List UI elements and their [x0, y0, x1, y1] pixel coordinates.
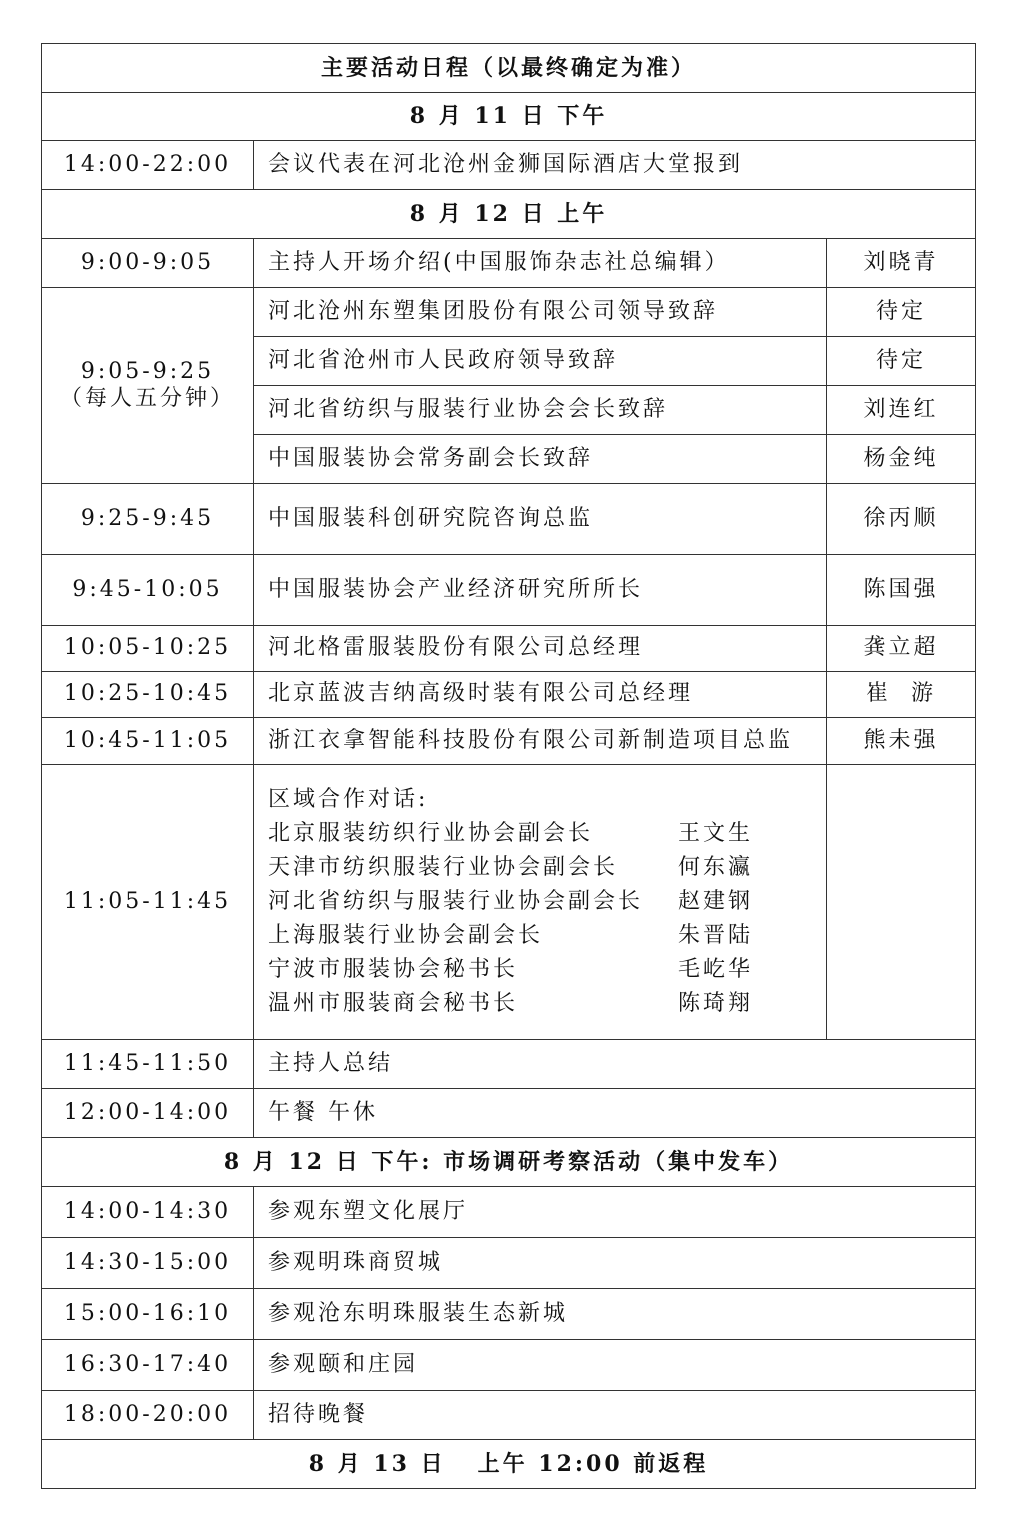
- participant-org: 河北省纺织与服装行业协会副会长: [268, 889, 644, 914]
- speaker-cell: [827, 765, 976, 1040]
- activity-cell: 主持人总结: [254, 1040, 976, 1089]
- participant-name: 陈琦翔: [678, 991, 754, 1016]
- activity-cell: 河北格雷服装股份有限公司总经理: [254, 626, 827, 672]
- speeches-time: 9:05-9:25: [80, 359, 215, 385]
- activity-cell: 中国服装协会产业经济研究所所长: [254, 555, 827, 626]
- activity-cell: 参观明珠商贸城: [254, 1238, 976, 1289]
- time-cell: 14:00-22:00: [42, 141, 254, 190]
- speaker-cell: 崔 游: [827, 672, 976, 718]
- day-header-aug12-am: 8 月 12 日 上午: [42, 190, 976, 239]
- dialogue-participant: [268, 817, 826, 851]
- speaker-cell: 待定: [827, 337, 976, 386]
- participant-org: 天津市纺织服装行业协会副会长: [268, 855, 619, 880]
- dialogue-participant: [268, 953, 826, 987]
- time-cell: 10:45-11:05: [42, 718, 254, 765]
- activity-cell: 中国服装协会常务副会长致辞: [254, 435, 827, 484]
- participant-org: 温州市服装商会秘书长: [268, 991, 519, 1016]
- activity-cell: 河北省纺织与服装行业协会会长致辞: [254, 386, 827, 435]
- time-cell: 9:00-9:05: [42, 239, 254, 288]
- activity-cell: 北京蓝波吉纳高级时装有限公司总经理: [254, 672, 827, 718]
- day-header-aug13: 8 月 13 日 上午 12:00 前返程: [42, 1440, 976, 1489]
- activity-cell: 招待晚餐: [254, 1391, 976, 1440]
- speaker-cell: 刘晓青: [827, 239, 976, 288]
- time-cell: 16:30-17:40: [42, 1340, 254, 1391]
- schedule-title: 主要活动日程（以最终确定为准）: [42, 44, 976, 93]
- activity-cell: 会议代表在河北沧州金狮国际酒店大堂报到: [254, 141, 976, 190]
- activity-cell: 参观颐和庄园: [254, 1340, 976, 1391]
- time-cell: 12:00-14:00: [42, 1089, 254, 1138]
- dialogue-cell: [254, 765, 827, 1040]
- participant-name: 王文生: [678, 821, 754, 846]
- speeches-note: （每人五分钟）: [59, 385, 235, 411]
- participant-name: 朱晋陆: [678, 923, 754, 948]
- day-header-aug11: 8 月 11 日 下午: [42, 93, 976, 141]
- time-cell: 15:00-16:10: [42, 1289, 254, 1340]
- day-header-aug12-pm: 8 月 12 日 下午: 市场调研考察活动（集中发车）: [42, 1138, 976, 1187]
- time-cell: 10:05-10:25: [42, 626, 254, 672]
- time-cell: 18:00-20:00: [42, 1391, 254, 1440]
- activity-cell: 河北省沧州市人民政府领导致辞: [254, 337, 827, 386]
- participant-name: 赵建钢: [678, 889, 754, 914]
- speeches-time-cell: [42, 288, 254, 484]
- dialogue-participant: [268, 885, 826, 919]
- participant-name: 毛屹华: [678, 957, 754, 982]
- speaker-cell: 杨金纯: [827, 435, 976, 484]
- time-cell: 9:25-9:45: [42, 484, 254, 555]
- time-cell: 9:45-10:05: [42, 555, 254, 626]
- activity-cell: 参观沧东明珠服装生态新城: [254, 1289, 976, 1340]
- dialogue-title: 区域合作对话:: [268, 787, 429, 812]
- time-cell: 14:00-14:30: [42, 1187, 254, 1238]
- activity-cell: 午餐 午休: [254, 1089, 976, 1138]
- time-cell: 11:45-11:50: [42, 1040, 254, 1089]
- activity-cell: 河北沧州东塑集团股份有限公司领导致辞: [254, 288, 827, 337]
- speaker-cell: 龚立超: [827, 626, 976, 672]
- activity-cell: 中国服装科创研究院咨询总监: [254, 484, 827, 555]
- dialogue-participant: [268, 919, 826, 953]
- speaker-cell: 熊未强: [827, 718, 976, 765]
- speaker-cell: 刘连红: [827, 386, 976, 435]
- participant-org: 上海服装行业协会副会长: [268, 923, 544, 948]
- activity-cell: 浙江衣拿智能科技股份有限公司新制造项目总监: [254, 718, 827, 765]
- time-cell: 10:25-10:45: [42, 672, 254, 718]
- participant-name: 何东瀛: [678, 855, 754, 880]
- time-cell: 14:30-15:00: [42, 1238, 254, 1289]
- activity-cell: 主持人开场介绍(中国服饰杂志社总编辑）: [254, 239, 827, 288]
- time-cell: 11:05-11:45: [42, 765, 254, 1040]
- speaker-cell: 待定: [827, 288, 976, 337]
- participant-org: 北京服装纺织行业协会副会长: [268, 821, 594, 846]
- participant-org: 宁波市服装协会秘书长: [268, 957, 519, 982]
- activity-cell: 参观东塑文化展厅: [254, 1187, 976, 1238]
- speaker-cell: 陈国强: [827, 555, 976, 626]
- dialogue-participant: [268, 987, 826, 1021]
- schedule-table: [41, 43, 976, 1489]
- dialogue-participant: [268, 851, 826, 885]
- speaker-cell: 徐丙顺: [827, 484, 976, 555]
